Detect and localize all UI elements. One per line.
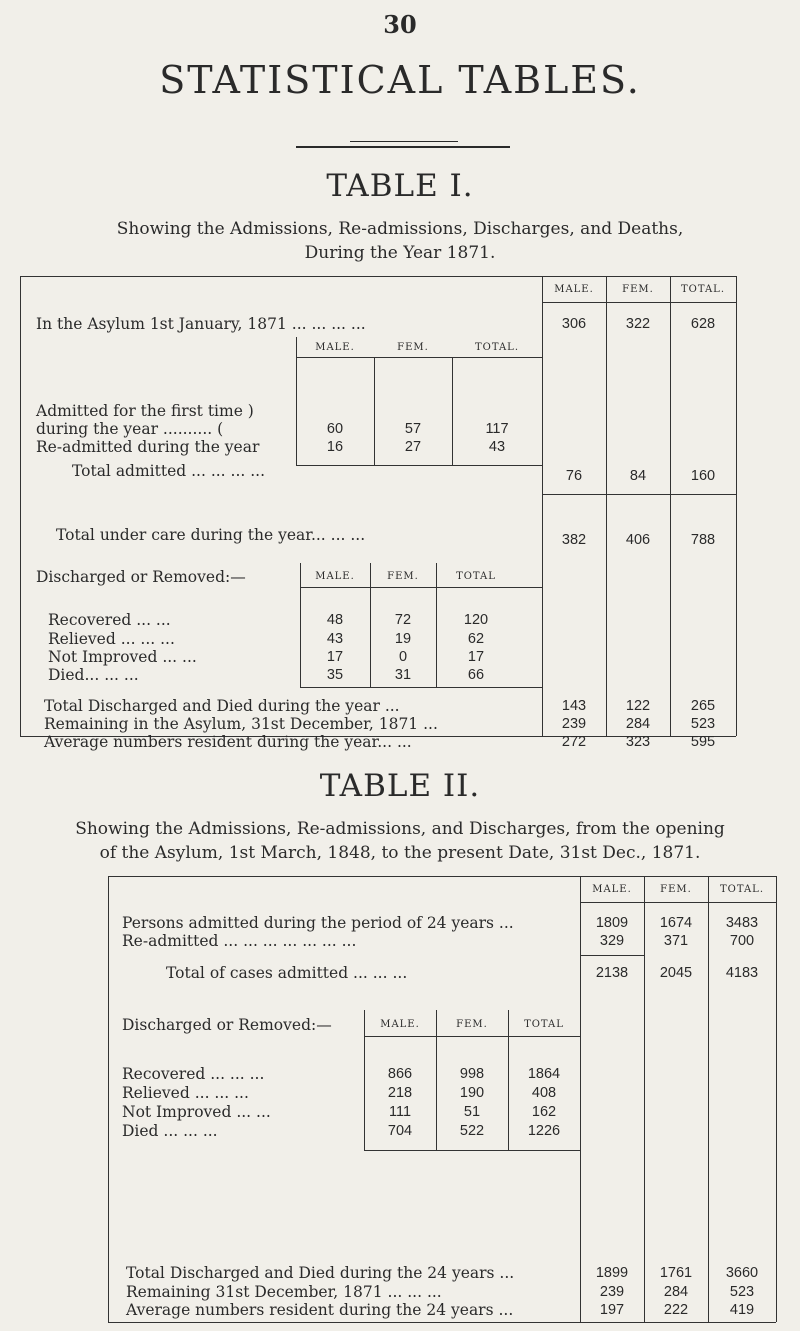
title-rule-thick bbox=[296, 146, 510, 148]
t2-sum0-total: 3660 bbox=[725, 1265, 759, 1281]
t2-recovered-label: Recovered ... ... ... bbox=[122, 1065, 265, 1083]
t1-relieved-total: 62 bbox=[467, 631, 485, 647]
table1-header-total: TOTAL. bbox=[680, 284, 726, 295]
t1-not-improved-total: 17 bbox=[467, 649, 485, 665]
t1-recovered-fem: 72 bbox=[394, 612, 412, 628]
t2-sum0-fem: 1761 bbox=[659, 1265, 693, 1281]
t2-sum-rule bbox=[580, 955, 644, 956]
t2-died-total: 1226 bbox=[527, 1123, 561, 1139]
t2-total-cases-fem: 2045 bbox=[659, 965, 693, 981]
table1-header-male: MALE. bbox=[554, 284, 594, 295]
t2-not-improved-total: 162 bbox=[531, 1104, 557, 1120]
table1-title: TABLE I. bbox=[326, 168, 474, 204]
t2-dis-header-fem: FEM. bbox=[456, 1019, 488, 1030]
t2-not-improved-fem: 51 bbox=[463, 1104, 481, 1120]
t2-sum1-label: Remaining 31st December, 1871 ... ... ... bbox=[126, 1283, 442, 1301]
t1-total-admitted-male: 76 bbox=[565, 468, 583, 484]
table2-bottom-rule bbox=[108, 1322, 776, 1323]
t1-readmitted-label: Re-admitted during the year bbox=[36, 438, 260, 456]
t1-sum2-label: Average numbers resident during the year... ... bbox=[44, 733, 412, 751]
t1-sub-header-rule bbox=[296, 357, 542, 358]
t2-dis-right-rule bbox=[580, 1010, 581, 1150]
t2-not-improved-label: Not Improved ... ... bbox=[122, 1103, 271, 1121]
t1-under-care-male: 382 bbox=[561, 532, 587, 548]
t1-not-improved-male: 17 bbox=[326, 649, 344, 665]
main-title: STATISTICAL TABLES. bbox=[159, 58, 641, 102]
t1-relieved-label: Relieved ... ... ... bbox=[48, 630, 175, 648]
t2-not-improved-male: 111 bbox=[388, 1104, 412, 1120]
table1-right-rule bbox=[736, 276, 737, 736]
t1-died-label: Died... ... ... bbox=[48, 666, 139, 684]
table2-title: TABLE II. bbox=[319, 768, 481, 804]
t1-relieved-male: 43 bbox=[326, 631, 344, 647]
t2-persons-admitted-total: 3483 bbox=[725, 915, 759, 931]
t2-readmitted-male: 329 bbox=[599, 933, 625, 949]
t2-persons-admitted-fem: 1674 bbox=[659, 915, 693, 931]
t2-relieved-total: 408 bbox=[531, 1085, 557, 1101]
t1-sum1-total: 523 bbox=[690, 716, 716, 732]
t1-sub-header-male: MALE. bbox=[315, 342, 355, 353]
table1-caption-line2: During the Year 1871. bbox=[304, 243, 496, 263]
table2-header-total: TOTAL. bbox=[719, 884, 765, 895]
t1-dis-header-fem: FEM. bbox=[387, 571, 419, 582]
t1-dis-header-male: MALE. bbox=[315, 571, 355, 582]
t1-not-improved-fem: 0 bbox=[398, 649, 408, 665]
t1-died-male: 35 bbox=[326, 667, 344, 683]
t2-recovered-fem: 998 bbox=[459, 1066, 485, 1082]
t1-sum2-fem: 323 bbox=[625, 734, 651, 750]
table2-header-rule bbox=[580, 902, 776, 903]
t2-died-male: 704 bbox=[387, 1123, 413, 1139]
t1-admitted-first-male: 60 bbox=[326, 421, 344, 437]
t2-persons-admitted-male: 1809 bbox=[595, 915, 629, 931]
t1-discharged-label: Discharged or Removed:— bbox=[36, 568, 246, 586]
page-number: 30 bbox=[383, 10, 417, 39]
t1-admitted-first-label1: Admitted for the first time ) bbox=[36, 402, 254, 420]
table2-header-male: MALE. bbox=[592, 884, 632, 895]
t1-dis-header-total: TOTAL bbox=[456, 571, 496, 582]
t2-sum2-label: Average numbers resident during the 24 years ... bbox=[126, 1301, 514, 1319]
t1-sum0-total: 265 bbox=[690, 698, 716, 714]
t1-sub-header-total: TOTAL. bbox=[474, 342, 520, 353]
t1-sum1-male: 239 bbox=[561, 716, 587, 732]
table1-col-rule-1 bbox=[542, 276, 543, 736]
t2-sum0-male: 1899 bbox=[595, 1265, 629, 1281]
table1-col-rule-3 bbox=[670, 276, 671, 736]
table2-top-rule bbox=[108, 876, 776, 877]
t2-total-cases-male: 2138 bbox=[595, 965, 629, 981]
t1-sum1-fem: 284 bbox=[625, 716, 651, 732]
t2-dis-header-total: TOTAL bbox=[524, 1019, 564, 1030]
t1-sum0-fem: 122 bbox=[625, 698, 651, 714]
t2-dis-bottom-rule bbox=[364, 1150, 580, 1151]
t1-recovered-male: 48 bbox=[326, 612, 344, 628]
t2-sum1-male: 239 bbox=[599, 1284, 625, 1300]
t2-relieved-male: 218 bbox=[387, 1085, 413, 1101]
table2-right-rule bbox=[776, 876, 777, 1322]
t1-sub-bottom-rule bbox=[296, 465, 542, 466]
t2-dis-header-male: MALE. bbox=[380, 1019, 420, 1030]
t1-under-care-total: 788 bbox=[690, 532, 716, 548]
t1-readmitted-male: 16 bbox=[326, 439, 344, 455]
t2-sum2-male: 197 bbox=[599, 1302, 625, 1318]
table1-header-rule bbox=[542, 302, 736, 303]
t2-readmitted-label: Re-admitted ... ... ... ... ... ... ... bbox=[122, 932, 357, 950]
t1-total-admitted-label: Total admitted ... ... ... ... bbox=[72, 462, 266, 480]
t1-readmitted-total: 43 bbox=[488, 439, 506, 455]
t1-recovered-label: Recovered ... ... bbox=[48, 611, 171, 629]
t1-died-total: 66 bbox=[467, 667, 485, 683]
t1-total-admitted-total: 160 bbox=[690, 468, 716, 484]
t1-dis-header-rule bbox=[300, 587, 542, 588]
table2-header-fem: FEM. bbox=[660, 884, 692, 895]
t1-dis-bottom-rule bbox=[300, 687, 542, 688]
t1-in-asylum-label: In the Asylum 1st January, 1871 ... ... ... ... bbox=[36, 315, 366, 333]
table2-left-rule bbox=[108, 876, 109, 1322]
t1-not-improved-label: Not Improved ... ... bbox=[48, 648, 197, 666]
t1-sum0-label: Total Discharged and Died during the year ... bbox=[44, 697, 400, 715]
t2-persons-admitted-label: Persons admitted during the period of 24 years ... bbox=[122, 914, 514, 932]
t1-in-asylum-fem: 322 bbox=[625, 316, 651, 332]
table2-caption-line2: of the Asylum, 1st March, 1848, to the present Date, 31st Dec., 1871. bbox=[99, 843, 701, 863]
table1-top-rule bbox=[20, 276, 736, 277]
t2-sum2-fem: 222 bbox=[663, 1302, 689, 1318]
t1-admitted-first-fem: 57 bbox=[404, 421, 422, 437]
t2-relieved-label: Relieved ... ... ... bbox=[122, 1084, 249, 1102]
t2-sum1-fem: 284 bbox=[663, 1284, 689, 1300]
t1-recovered-total: 120 bbox=[463, 612, 489, 628]
table1-sep-1 bbox=[542, 494, 736, 495]
t1-sum0-male: 143 bbox=[561, 698, 587, 714]
t1-admitted-first-label2: during the year .......... ( bbox=[36, 420, 224, 438]
t1-in-asylum-total: 628 bbox=[690, 316, 716, 332]
t1-under-care-label: Total under care during the year... ... ... bbox=[56, 526, 366, 544]
t1-sum1-label: Remaining in the Asylum, 31st December, 1871 ... bbox=[44, 715, 438, 733]
table2-caption-line1: Showing the Admissions, Re-admissions, and Discharges, from the opening bbox=[75, 819, 725, 839]
t2-total-cases-total: 4183 bbox=[725, 965, 759, 981]
title-rule-thin bbox=[350, 141, 458, 142]
table1-col-rule-2 bbox=[606, 276, 607, 736]
t1-under-care-fem: 406 bbox=[625, 532, 651, 548]
t2-total-cases-label: Total of cases admitted ... ... ... bbox=[166, 964, 408, 982]
t2-recovered-male: 866 bbox=[387, 1066, 413, 1082]
t2-sum1-total: 523 bbox=[729, 1284, 755, 1300]
table1-caption-line1: Showing the Admissions, Re-admissions, Discharges, and Deaths, bbox=[116, 219, 684, 239]
t2-readmitted-fem: 371 bbox=[663, 933, 689, 949]
t2-sum0-label: Total Discharged and Died during the 24 years ... bbox=[126, 1264, 515, 1282]
t2-sum2-total: 419 bbox=[729, 1302, 755, 1318]
t2-readmitted-total: 700 bbox=[729, 933, 755, 949]
t1-sum2-male: 272 bbox=[561, 734, 587, 750]
t1-died-fem: 31 bbox=[394, 667, 412, 683]
table1-left-rule bbox=[20, 276, 21, 736]
t2-died-fem: 522 bbox=[459, 1123, 485, 1139]
t2-died-label: Died ... ... ... bbox=[122, 1122, 218, 1140]
t2-discharged-label: Discharged or Removed:— bbox=[122, 1016, 332, 1034]
t2-relieved-fem: 190 bbox=[459, 1085, 485, 1101]
t2-recovered-total: 1864 bbox=[527, 1066, 561, 1082]
t1-sum2-total: 595 bbox=[690, 734, 716, 750]
t1-total-admitted-fem: 84 bbox=[629, 468, 647, 484]
t1-relieved-fem: 19 bbox=[394, 631, 412, 647]
t2-dis-header-rule bbox=[364, 1036, 580, 1037]
t1-in-asylum-male: 306 bbox=[561, 316, 587, 332]
t1-readmitted-fem: 27 bbox=[404, 439, 422, 455]
t1-sub-header-fem: FEM. bbox=[397, 342, 429, 353]
t1-admitted-first-total: 117 bbox=[485, 421, 509, 437]
table1-header-fem: FEM. bbox=[622, 284, 654, 295]
